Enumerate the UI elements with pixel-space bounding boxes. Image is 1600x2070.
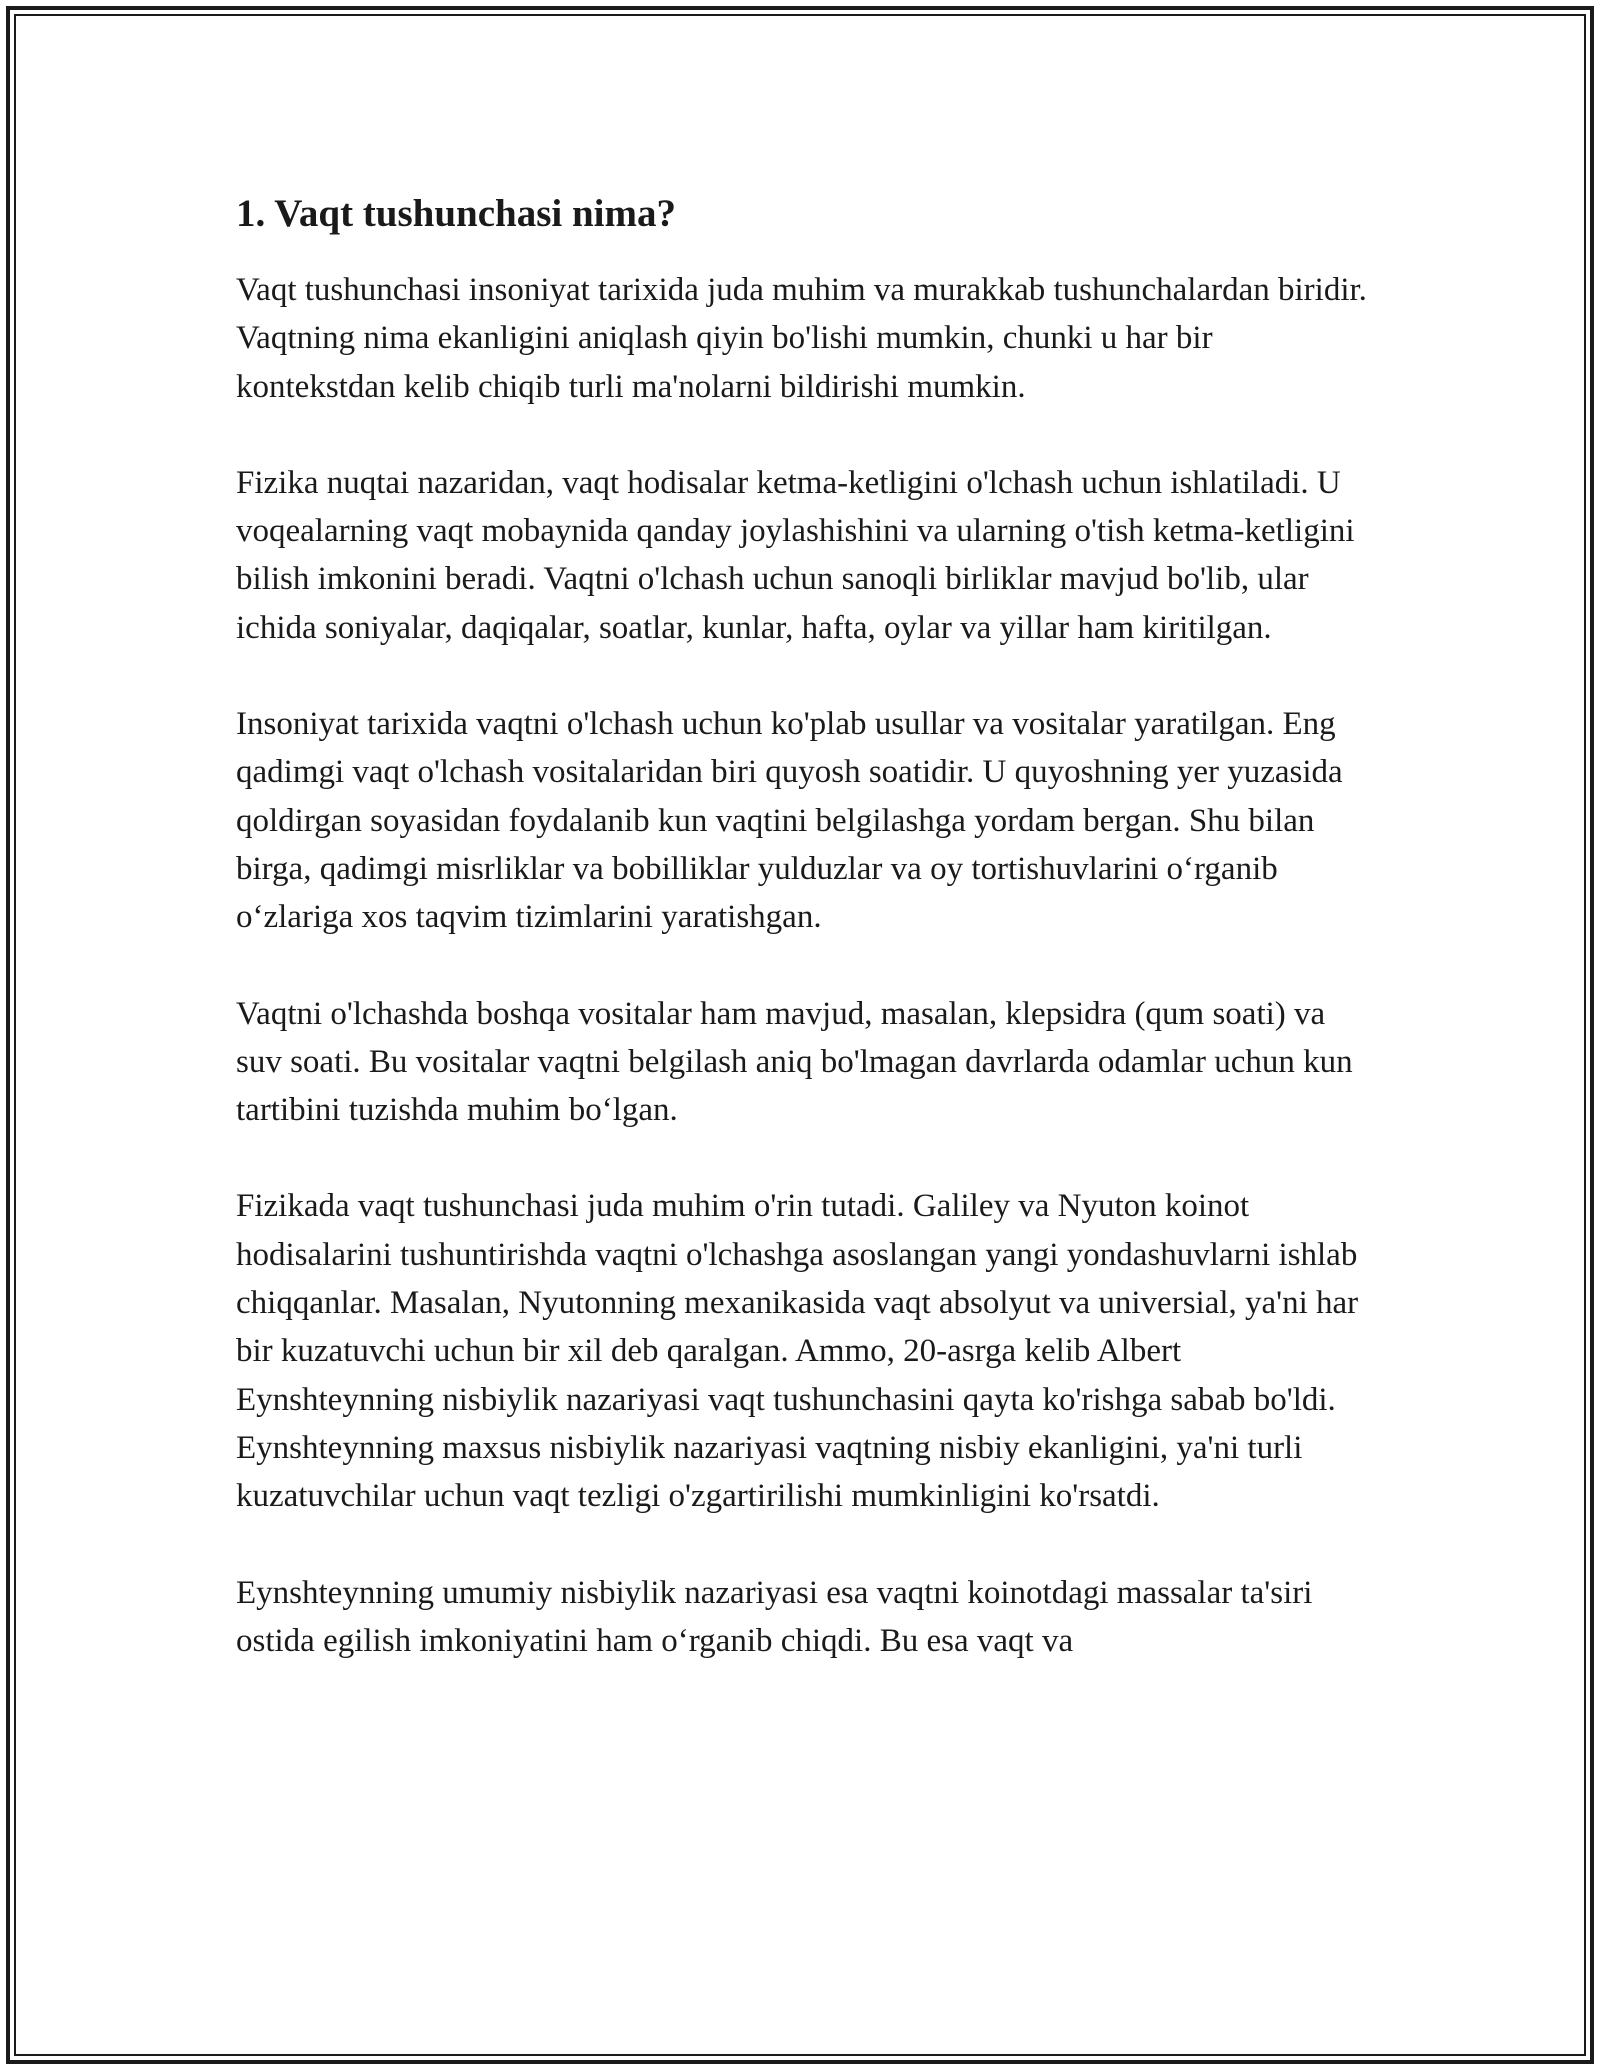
document-body [236, 186, 1376, 1713]
paragraph-1: Vaqt tushunchasi insoniyat tarixida juda muhim va murakkab tushunchalardan biridir. Vaqtning nima ekanligini aniqlash qiyin bo'lishi mumkin, chunki u har bir kontekstdan kelib chiqib turli ma'nolarni bildirishi mumkin. [236, 272, 1367, 405]
paragraph-2: Fizika nuqtai nazaridan, vaqt hodisalar ketma-ketligini o'lchash uchun ishlatiladi. U voqealarning vaqt mobaynida qanday joylashishini va ularning o'tish ketma-ketligini bilish imkonini beradi. Vaqtni o'lchash uchun sanoqli birliklar mavjud bo'lib, ular ichida soniyalar, daqiqalar, soatlar, kunlar, hafta, oylar va yillar ham kiritilgan. [236, 464, 1355, 646]
paragraph-5: Fizikada vaqt tushunchasi juda muhim o'rin tutadi. Galiley va Nyuton koinot hodisalarini tushuntirishda vaqtni o'lchashga asoslangan yangi yondashuvlarni ishlab chiqqanlar. Masalan, Nyutonning mexanikasida vaqt absolyut va universial, ya'ni har bir kuzatuvchi uchun bir xil deb qaralgan. Ammo, 20-asrga kelib Albert Eynshteynning nisbiylik nazariyasi vaqt tushunchasini qayta ko'rishga sabab bo'ldi. Eynshteynning maxsus nisbiylik nazariyasi vaqtning nisbiy ekanligini, ya'ni turli kuzatuvchilar uchun vaqt tezligi o'zgartirilishi mumkinligini ko'rsatdi. [236, 1188, 1359, 1515]
paragraph-6: Eynshteynning umumiy nisbiylik nazariyasi esa vaqtni koinotdagi massalar ta'siri ostida egilish imkoniyatini ham o‘rganib chiqdi. Bu esa vaqt va [236, 1574, 1313, 1659]
paragraph-4: Vaqtni o'lchashda boshqa vositalar ham mavjud, masalan, klepsidra (qum soati) va suv soati. Bu vositalar vaqtni belgilash aniq bo'lmagan davrlarda odamlar uchun kun tartibini tuzishda muhim bo‘lgan. [236, 995, 1353, 1129]
paragraph-3: Insoniyat tarixida vaqtni o'lchash uchun ko'plab usullar va vositalar yaratilgan. Eng qadimgi vaqt o'lchash vositalaridan biri quyosh soatidir. U quyoshning yer yuzasida qoldirgan soyasidan foydalanib kun vaqtini belgilashga yordam bergan. Shu bilan birga, qadimgi misrliklar va bobilliklar yulduzlar va oy tortishuvlarini o‘rganib o‘zlariga xos taqvim tizimlarini yaratishgan. [236, 706, 1343, 936]
section-heading: 1. Vaqt tushunchasi nima? [236, 192, 677, 235]
